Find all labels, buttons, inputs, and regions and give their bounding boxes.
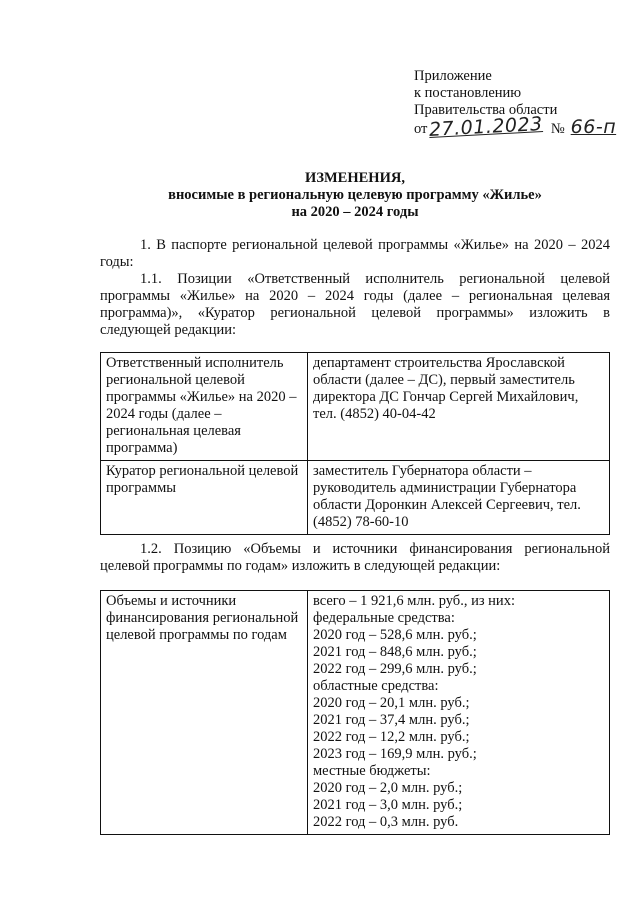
table-cell-label: Объемы и источники финансирования региональной целевой программы по годам: [101, 591, 308, 835]
table-financing: [100, 590, 610, 835]
financing-line: 2021 год – 848,6 млн. руб.;: [313, 644, 477, 660]
table-row: [101, 353, 610, 461]
financing-line: областные средства:: [313, 678, 439, 694]
title-line-3: на 2020 – 2024 годы: [291, 204, 419, 220]
appendix-line-2: к постановлению: [414, 85, 522, 101]
financing-line: 2022 год – 299,6 млн. руб.;: [313, 661, 477, 677]
table-cell-financing-lines: [308, 591, 610, 835]
from-label: от: [414, 121, 428, 137]
financing-line: 2020 год – 20,1 млн. руб.;: [313, 695, 470, 711]
appendix-date-number-line: [414, 113, 624, 141]
financing-line: 2021 год – 3,0 млн. руб.;: [313, 797, 463, 813]
title-line-1: ИЗМЕНЕНИЯ,: [305, 170, 405, 186]
document-title: [100, 170, 610, 221]
table-row: [101, 591, 610, 835]
table-cell-value: департамент строительства Ярославской области (далее – ДС), первый заместитель директора ДС Гончар Сергей Михайлович, тел. (4852) 40-04-42: [308, 353, 610, 461]
number-label: №: [550, 121, 565, 137]
table-responsible-executor: [100, 352, 610, 535]
financing-line: 2022 год – 0,3 млн. руб.: [313, 814, 459, 830]
financing-line: федеральные средства:: [313, 610, 455, 626]
financing-line: 2021 год – 37,4 млн. руб.;: [313, 712, 470, 728]
financing-line: 2020 год – 528,6 млн. руб.;: [313, 627, 477, 643]
paragraph-1-1: 1.1. Позиции «Ответственный исполнитель региональной целевой программы «Жилье» на 2020 – 2024 годы (далее – региональная целевая программа)», «Куратор региональной целевой программы» изложить в следующей редакции:: [100, 271, 610, 338]
paragraph-1-2: 1.2. Позицию «Объемы и источники финансирования региональной целевой программы по годам» изложить в следующей редакции:: [100, 541, 610, 574]
appendix-line-3: Правительства области: [414, 102, 558, 118]
handwritten-date: 27.01.2023: [428, 113, 544, 141]
table-cell-label: Куратор региональной целевой программы: [101, 461, 308, 535]
paragraph-1: 1. В паспорте региональной целевой программы «Жилье» на 2020 – 2024 годы:: [100, 237, 610, 270]
appendix-line-1: Приложение: [414, 68, 492, 84]
table-cell-label: Ответственный исполнитель региональной целевой программы «Жилье» на 2020 – 2024 годы (далее – региональная целевая программа): [101, 353, 308, 461]
table-row: [101, 461, 610, 535]
financing-line: местные бюджеты:: [313, 763, 431, 779]
title-line-2: вносимые в региональную целевую программу «Жилье»: [168, 187, 542, 203]
financing-line: 2020 год – 2,0 млн. руб.;: [313, 780, 463, 796]
financing-line: 2023 год – 169,9 млн. руб.;: [313, 746, 477, 762]
financing-line: всего – 1 921,6 млн. руб., из них:: [313, 593, 515, 609]
financing-line: 2022 год – 12,2 млн. руб.;: [313, 729, 470, 745]
appendix-header: [414, 68, 624, 141]
table-cell-value: заместитель Губернатора области – руководитель администрации Губернатора области Доронкин Алексей Сергеевич, тел. (4852) 78-60-10: [308, 461, 610, 535]
handwritten-number: 66-п: [570, 116, 617, 138]
